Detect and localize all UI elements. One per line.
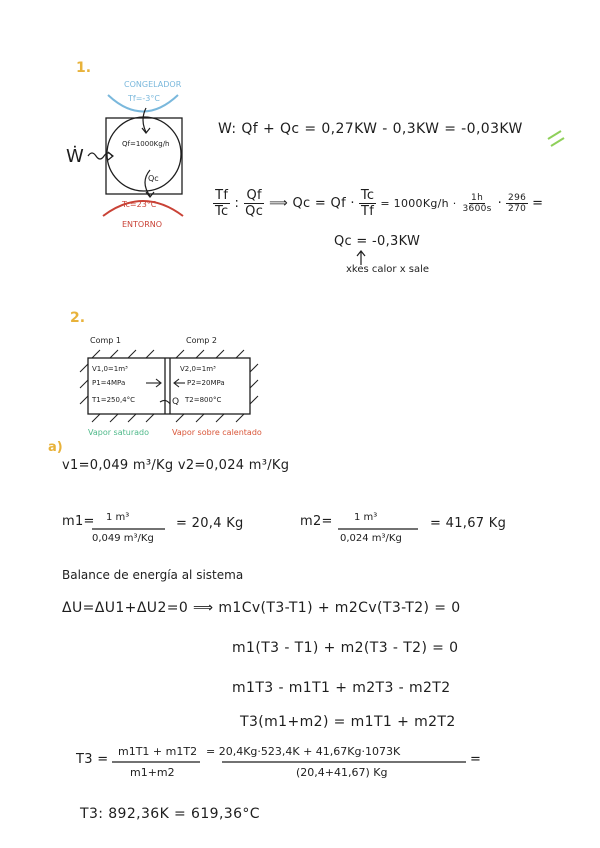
hour-conversion: $\frac{1h}{3600s}$ (462, 193, 492, 214)
freezer-temperature: Tf=-3°C (128, 94, 160, 103)
energy-equation-4: T3(m1+m2) = m1T1 + m2T2 (240, 714, 456, 730)
work-squiggle (88, 153, 112, 159)
energy-equation-2: m1(T3 - T1) + m2(T3 - T2) = 0 (232, 640, 459, 656)
v2-value: V2,0=1m³ (180, 365, 216, 373)
t3-label: T3 = (76, 752, 109, 767)
m1-denominator: 0,049 m³/Kg (92, 533, 154, 544)
compartment-1-label: Comp 1 (90, 336, 121, 345)
energy-balance-title: Balance de energía al sistema (62, 568, 244, 582)
temperature-ratio: $\frac{296}{270}$ (508, 193, 527, 214)
qc-note: xkes calor x sale (346, 264, 430, 275)
heat-q-label: Q (172, 397, 180, 407)
m1-label: m1= (62, 514, 95, 529)
tf-over-tc: $\frac{Tf}{Tc}$ (215, 188, 229, 219)
energy-equation-3: m1T3 - m1T1 + m2T3 - m2T2 (232, 680, 451, 696)
specific-volumes: v1=0,049 m³/Kg v2=0,024 m³/Kg (62, 458, 290, 473)
qc-result: Qc = -0,3KW (334, 234, 421, 249)
m1-numerator: 1 m³ (106, 512, 130, 523)
part-a-label: a) (48, 440, 63, 455)
t1-value: T1=250,4°C (92, 396, 136, 404)
qf-over-qc: $\frac{Qf}{Qc}$ (245, 188, 264, 219)
environment-temperature: Tc=23°C (122, 200, 157, 209)
m2-result: = 41,67 Kg (430, 516, 507, 531)
work-equation: W: Qf + Qc = 0,27KW - 0,3KW = -0,03KW (218, 121, 523, 137)
t3-result: T3: 892,36K = 619,36°C (80, 806, 260, 822)
freezer-label: CONGELADOR (124, 80, 182, 89)
environment-label: ENTORNO (122, 220, 163, 229)
t3-denominator: m1+m2 (130, 766, 175, 779)
tc-over-tf: $\frac{Tc}{Tf}$ (360, 188, 375, 219)
energy-equation-1: ΔU=ΔU1+ΔU2=0 ⟹ m1Cv(T3-T1) + m2Cv(T3-T2) = 0 (62, 600, 461, 616)
superheated-vapor-label: Vapor sobre calentado (172, 428, 262, 437)
t3-equals: = (470, 752, 482, 767)
m1-result: = 20,4 Kg (176, 516, 244, 531)
t3-numeric-denominator: (20,4+41,67) Kg (296, 766, 388, 779)
p1-value: P1=4MPa (92, 379, 126, 387)
v1-value: V1,0=1m³ (92, 365, 128, 373)
problem-1-number: 1. (76, 60, 92, 76)
work-symbol: Ẇ (66, 146, 84, 167)
machine-box (106, 118, 182, 194)
ratio-equation: $\frac{Tf}{Tc}$ : $\frac{Qf}{Qc}$ ⟹ Qc = Qf · $\frac{Tc}{Tf}$ = 1000Kg/h · $\frac{1h}{3600s}$ · $\frac{296}{270}$ = (215, 188, 544, 219)
t3-numeric-numerator: = 20,4Kg·523,4K + 41,67Kg·1073K (206, 745, 401, 758)
m2-numerator: 1 m³ (354, 512, 378, 523)
m2-denominator: 0,024 m³/Kg (340, 533, 402, 544)
problem-2-number: 2. (70, 310, 86, 326)
t3-numerator: m1T1 + m1T2 (118, 745, 198, 758)
saturated-vapor-label: Vapor saturado (88, 428, 149, 437)
t2-value: T2=800°C (185, 396, 222, 404)
compartment-2-label: Comp 2 (186, 336, 217, 345)
p2-value: P2=20MPa (187, 379, 225, 387)
qc-label: Qc (148, 174, 159, 183)
qf-label: Qf=1000Kg/h (122, 140, 170, 148)
m2-label: m2= (300, 514, 333, 529)
